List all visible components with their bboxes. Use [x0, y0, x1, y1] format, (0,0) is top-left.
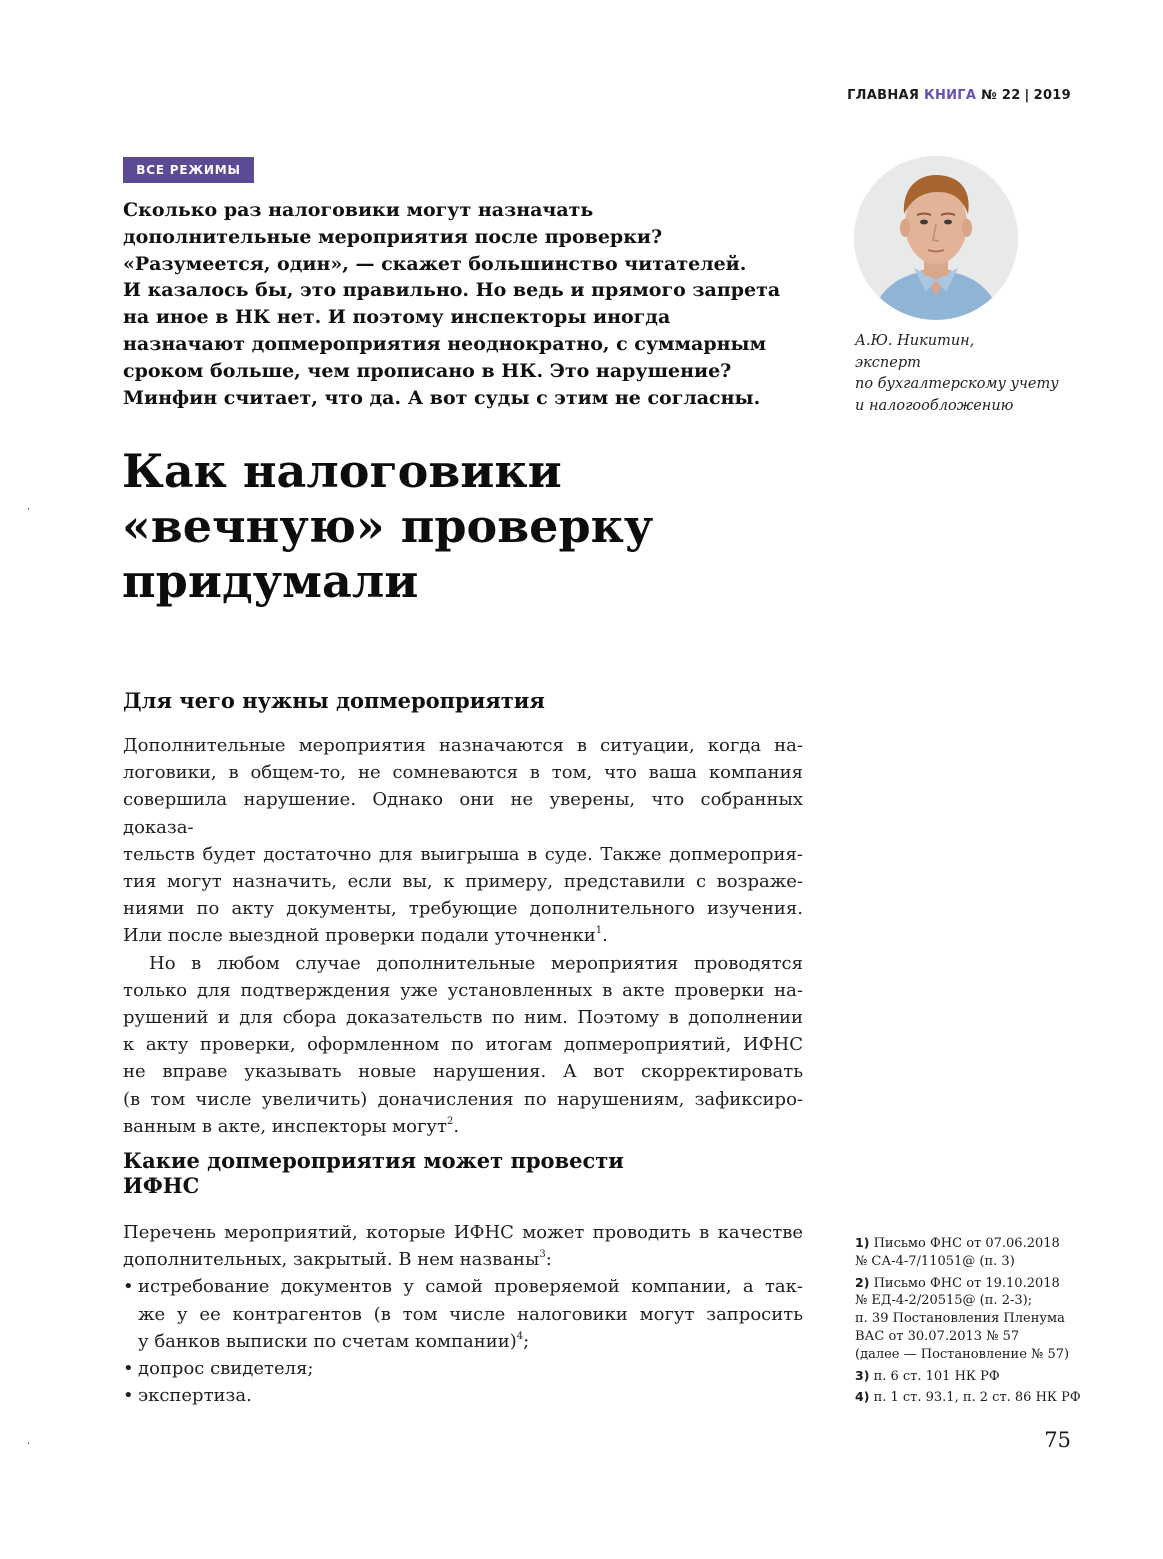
lead-line: на иное в НК нет. И поэтому инспекторы иногда: [123, 306, 671, 329]
footnote-line: [855, 1274, 1081, 1293]
text-line: же у ее контрагентов (в том числе налоговики могут запросить: [138, 1303, 803, 1325]
text-fragment: ;: [523, 1330, 530, 1352]
footnote-text: Письмо ФНС от 07.06.2018: [873, 1236, 1060, 1251]
text-line: [123, 1246, 803, 1273]
text-line: Дополнительные мероприятия назначаются в ситуации, когда на-: [123, 735, 803, 756]
footnote-line: № ЕД-4-2/20515@ (п. 2-3);: [855, 1293, 1033, 1309]
list-item: [123, 1355, 803, 1382]
footnote-number: 4): [855, 1389, 870, 1405]
text-fragment: .: [602, 925, 608, 947]
text-line: рушений и для сбора доказательств по ним. Поэтому в дополнении: [123, 1007, 803, 1029]
title-line: «вечную» проверку: [122, 499, 654, 553]
footnote: [855, 1234, 1081, 1271]
text-line: • допрос свидетеля;: [138, 1358, 314, 1380]
section-heading-line: Какие допмероприятия может провести: [123, 1148, 624, 1173]
text-line: логовики, в общем-то, не сомневаются в том, что ваша компания: [123, 762, 803, 784]
issue-number: № 22: [981, 88, 1021, 103]
text-fragment: дополнительных, закрытый. В нем названы: [123, 1249, 540, 1271]
footnote-ref: 1: [595, 925, 603, 937]
footnote-number: 3): [855, 1367, 870, 1383]
footnotes: [855, 1234, 1081, 1410]
section-body: [123, 1219, 803, 1409]
text-line: • истребование документов у самой проверяемой компании, а так-: [138, 1276, 803, 1298]
section-heading-line: ИФНС: [123, 1173, 200, 1198]
author-caption: [855, 331, 1059, 417]
list-item: [123, 1382, 803, 1409]
section-heading: [123, 688, 545, 713]
author-role: эксперт: [855, 354, 921, 371]
footnote-line: № СА-4-7/11051@ (п. 3): [855, 1253, 1015, 1269]
text-line: тия могут назначить, если вы, к примеру, представили с возраже-: [123, 871, 803, 893]
footnote: [855, 1274, 1081, 1364]
footnote-ref: 4: [516, 1330, 524, 1342]
article-lead: [123, 197, 813, 411]
footnote-ref: 2: [446, 1115, 454, 1127]
page-number: 75: [1044, 1428, 1071, 1452]
footnote-text: п. 1 ст. 93.1, п. 2 ст. 86 НК РФ: [873, 1390, 1081, 1406]
footnote: [855, 1388, 1081, 1407]
section-heading-line: Для чего нужны допмероприятия: [123, 688, 545, 713]
section-body: [123, 732, 803, 1140]
lead-line: сроком больше, чем прописано в НК. Это нарушение?: [123, 359, 732, 382]
rubric-badge: ВСЕ РЕЖИМЫ: [123, 157, 254, 183]
text-line: совершила нарушение. Однако они не уверены, что собранных доказа-: [123, 789, 803, 838]
magazine-name-accent: КНИГА: [924, 88, 977, 103]
text-fragment: ванным в акте, инспекторы могут: [123, 1115, 447, 1137]
author-role: по бухгалтерскому учету: [855, 376, 1059, 392]
footnote-line: ВАС от 30.07.2013 № 57: [855, 1328, 1020, 1344]
text-fragment: :: [545, 1249, 552, 1271]
magazine-name: ГЛАВНАЯ: [847, 88, 920, 103]
lead-line: И казалось бы, это правильно. Но ведь и прямого запрета: [123, 279, 781, 302]
text-line: Но в любом случае дополнительные мероприятия проводятся: [149, 952, 803, 974]
footnote-text: п. 6 ст. 101 НК РФ: [873, 1368, 1000, 1384]
author-photo: [854, 156, 1018, 320]
author-role: и налогообложению: [855, 397, 1014, 414]
text-line: только для подтверждения уже установленных в акте проверки на-: [123, 979, 803, 1001]
bullet-list: [123, 1273, 803, 1409]
text-line: Перечень мероприятий, которые ИФНС может проводить в качестве: [123, 1222, 803, 1243]
text-line: тельств будет достаточно для выигрыша в суде. Также допмероприя-: [123, 843, 803, 865]
text-line: к акту проверки, оформленном по итогам допмероприятий, ИФНС: [123, 1034, 803, 1056]
footnote-number: 2): [855, 1274, 870, 1290]
title-line: придумали: [122, 554, 419, 608]
text-fragment: .: [453, 1115, 460, 1137]
author-name: А.Ю. Никитин,: [855, 333, 975, 349]
text-line: ниями по акту документы, требующие дополнительного изучения.: [123, 898, 803, 920]
footnote: [855, 1367, 1081, 1386]
text-line: [123, 1113, 803, 1140]
text-line: (в том числе увеличить) доначисления по нарушениям, зафиксиро-: [123, 1088, 803, 1110]
author-portrait-illustration: [854, 156, 1018, 320]
issue-year: 2019: [1033, 88, 1071, 103]
scan-edge-mark: [28, 1442, 29, 1444]
lead-line: «Разумеется, один», — скажет большинство читателей.: [123, 252, 747, 275]
lead-line: Сколько раз налоговики могут назначать: [123, 199, 594, 221]
text-fragment: Или после выездной проверки подали уточненки: [123, 925, 596, 947]
list-item: [123, 1273, 803, 1355]
footnote-number: 1): [855, 1235, 870, 1250]
scan-edge-mark: [28, 508, 29, 510]
footnote-line: п. 39 Постановления Пленума: [855, 1311, 1065, 1327]
text-line: • экспертиза.: [138, 1385, 252, 1407]
text-line: [123, 922, 803, 949]
footnote-line: [855, 1367, 1081, 1386]
article-title: [122, 444, 653, 609]
lead-line: дополнительные мероприятия после проверки?: [123, 225, 663, 248]
footnote-line: (далее — Постановление № 57): [855, 1346, 1070, 1362]
footnote-text: Письмо ФНС от 19.10.2018: [873, 1275, 1060, 1291]
lead-line: назначают допмероприятия неоднократно, с суммарным: [123, 332, 767, 355]
lead-line: Минфин считает, что да. А вот суды с этим не согласны.: [123, 386, 761, 409]
magazine-masthead: [847, 88, 1071, 103]
title-line: Как налоговики: [122, 444, 562, 498]
section-heading: [123, 1148, 624, 1198]
text-line: не вправе указывать новые нарушения. А вот скорректировать: [123, 1061, 803, 1083]
text-line: [138, 1328, 803, 1355]
footnote-line: [855, 1388, 1081, 1407]
header-separator: |: [1024, 88, 1030, 103]
footnote-line: [855, 1234, 1081, 1253]
text-fragment: у банков выписки по счетам компании): [138, 1330, 517, 1352]
footnote-ref: 3: [539, 1249, 546, 1261]
